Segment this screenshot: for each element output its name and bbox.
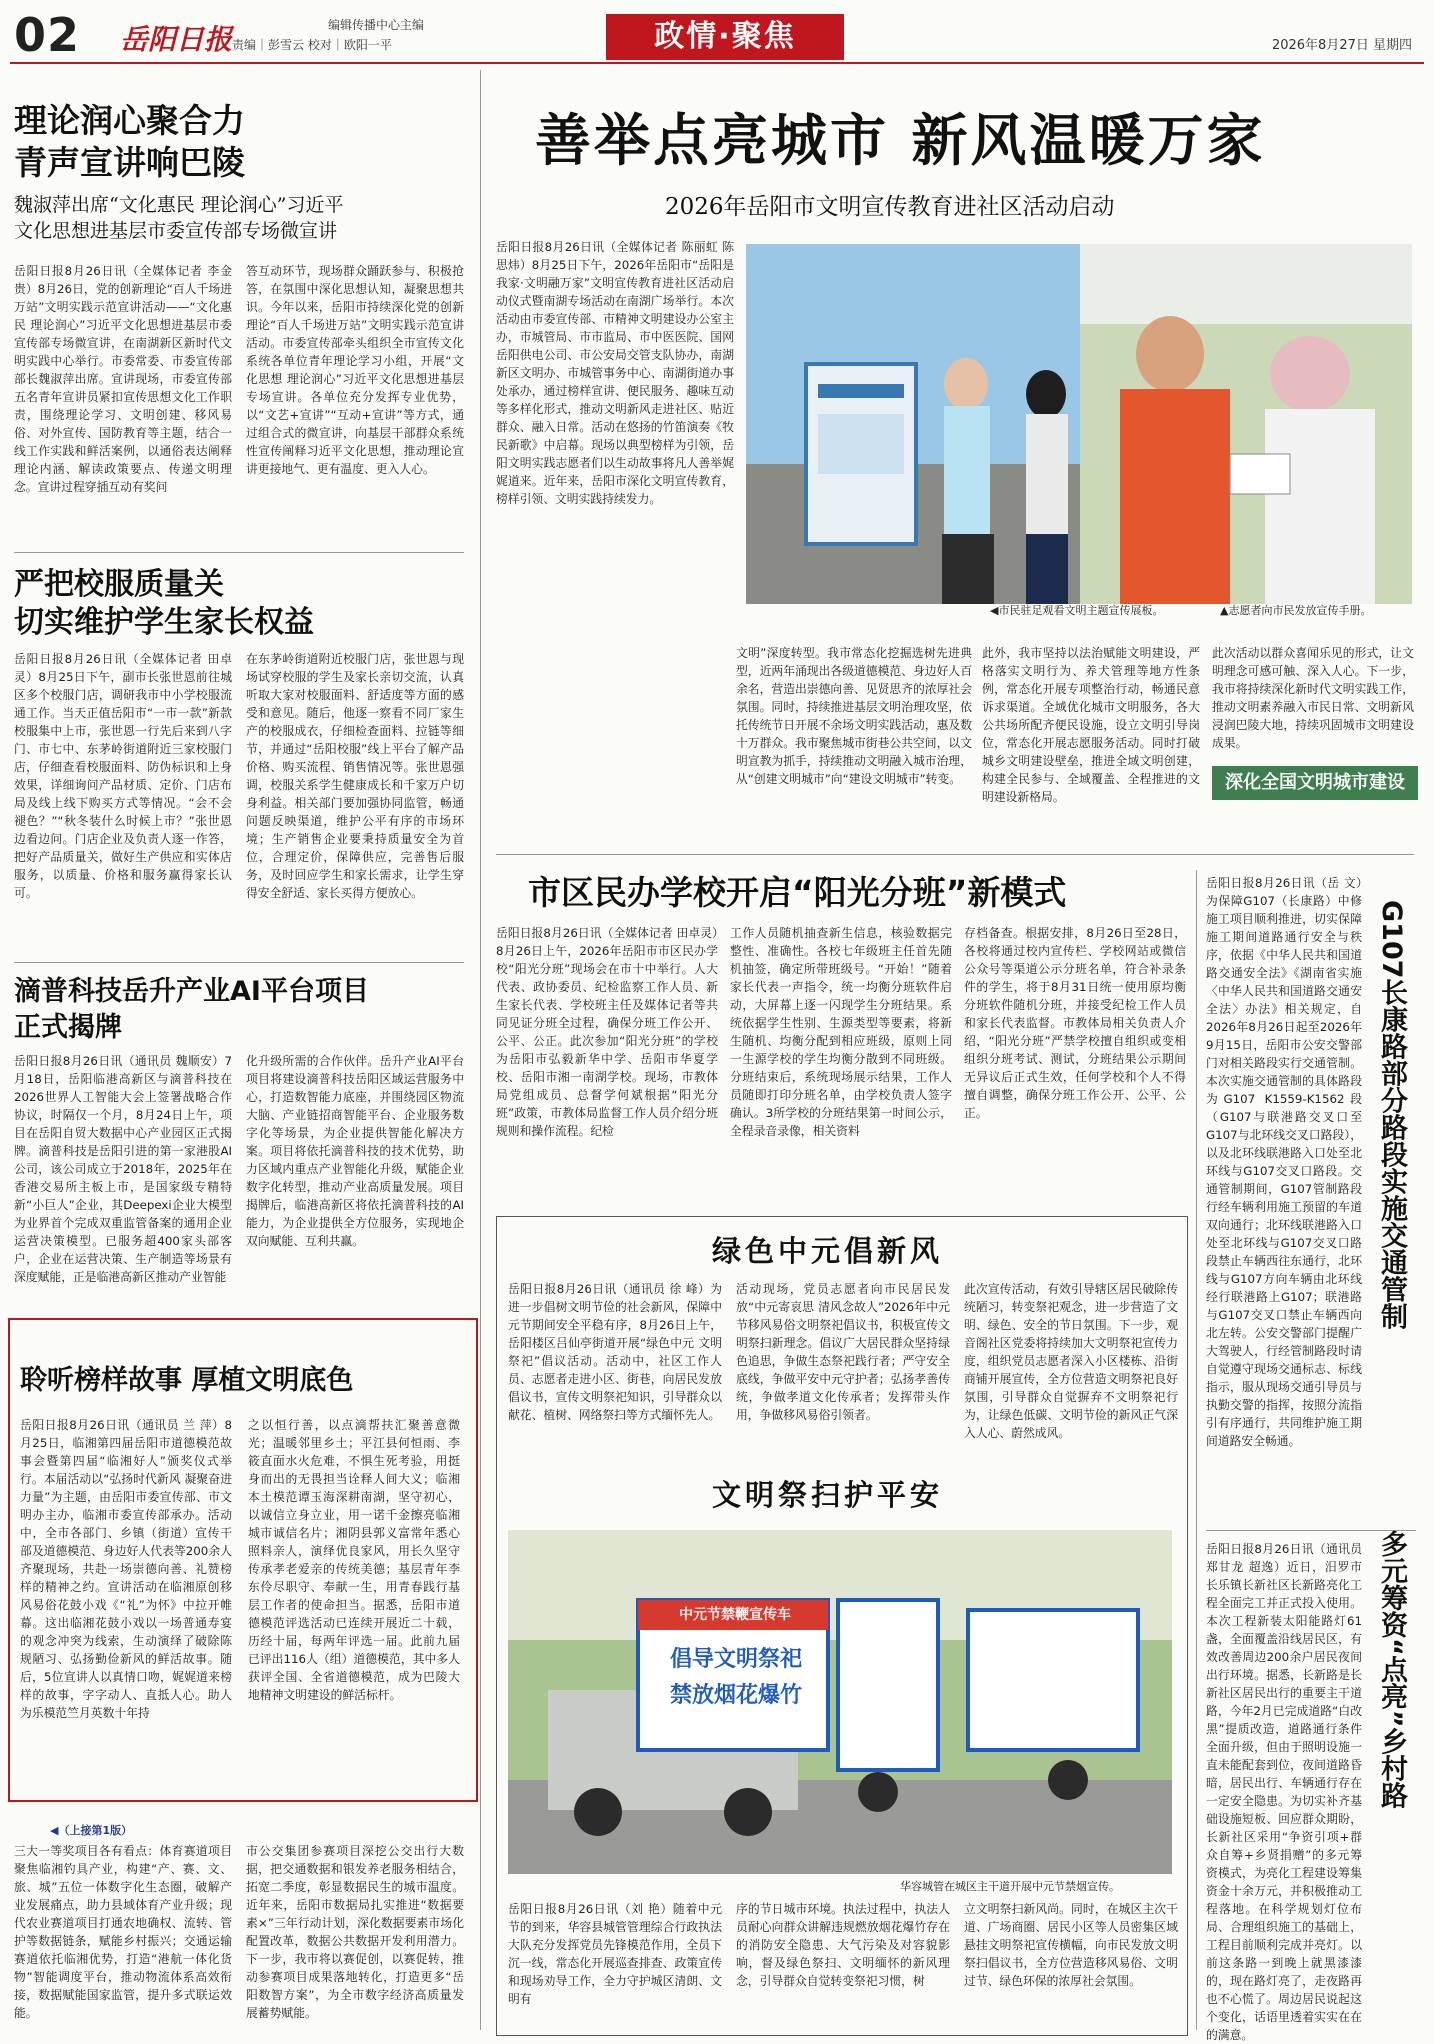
left4-title: 聆听榜样故事 厚植文明底色 <box>20 1365 354 1396</box>
volunteer-handing-brochure-illustration <box>1080 244 1412 604</box>
editor-line: 编辑传播中心主编 <box>328 18 425 32</box>
left4-col1: 岳阳日报8月26日讯（通讯员 兰 萍）8月25日，临湘第四届岳阳市道德模范故事会暨第四届“临湘好人”颁奖仪式举行。本届活动以“弘扬时代新风 凝聚奋进力量”为主题，由岳阳市委宣传部、市文明办主办，临湘市委宣传部承办。活动中，全市各部门、乡镇（街道）宣传干部及道德模范、身边好人代表等200余人齐聚现场，共赴一场崇德向善、礼赞榜样的精神之约。宣讲活动在临湘原创移风易俗花鼓小戏《“礼”为怀》中拉开帷幕。这出临湘花鼓小戏以一场普通寿宴的观念冲突为线索，生动演绎了破除陈规陋习、弘扬勤俭新风的鲜活故事。随后，5位宣讲人以真情口吻，娓娓道来榜样的故事，字字动人、直抵人心。助人为乐模范竺月英数十年持 <box>20 1418 232 1720</box>
truck-slogan-2: 禁放烟花爆竹 <box>669 1683 802 1708</box>
divider <box>496 854 1414 855</box>
left2-col1: 岳阳日报8月26日讯（全媒体记者 田卓灵）8月25日下午，副市长张世恩前往城区多个校服门店，调研我市中小学校服流通工作。当天正值岳阳市“一市一款”新款校服集中上市，张世恩一行先后来到八字门、市七中、东茅岭街道附近三家校服门店，仔细查看校服面料、防伪标识和上身效果，详细询问产品材质、定价、门店布局及线上线下购买方式等情况。“会不会褪色？”“秋冬装什么时候上市？”张世恩边看边问。门店企业及负责人逐一作答，把好产品质量关，做好生产供应和实体店服务，以质量、价格和服务赢得家长认可。 <box>14 652 232 900</box>
left3-col1: 岳阳日报8月26日讯（通讯员 魏顺安）7月18日，岳阳临港高新区与滴普科技在2026世界人工智能大会上签署战略合作协议，时隔仅一个月，8月24日上午，项目在岳阳自贸大数据中心产业园区正式揭牌。滴普科技是岳阳引进的第一家港股AI公司，该公司成立于2018年，2025年在香港交易所主板上市，是国家级专精特新“小巨人”企业，其Deepexi企业大模型为业界首个完成双重监管备案的通用企业运营决策模型。已服务超400家头部客户，企业在运营决策、生产制造等场景有深度赋能，正是临港高新区推动产业智能 <box>14 1054 232 1284</box>
propaganda-trucks-illustration <box>508 1530 1172 1874</box>
mid3-col3: 立文明祭扫新风尚。同时，在城区主次干道、广场商圈、居民小区等人员密集区域悬挂文明祭祀宣传横幅，向市民发放文明祭扫倡议书，全方位营造移风易俗、文明过节、绿色环保的浓厚社会氛围。 <box>964 1902 1178 1988</box>
truck-banner: 中元节禁鞭宣传车 <box>679 1607 791 1623</box>
left1-col1: 岳阳日报8月26日讯（全媒体记者 李金贵）8月26日，党的创新理论“百人千场进万站”文明实践示范宣讲活动——“文化惠民 理论润心”习近平文化思想进基层市委宣传部专场微宣讲，在南湖新区新时代文明实践中心举行。市委常委、市委宣传部部长魏淑萍出席。宣讲现场，市委宣传部五名青年宣讲员紧扣宣传思想文化工作职责，围绕理论学习、文明创建、移风易俗、对外宣传、国防教育等主题，结合一线工作实践和鲜活案例，以通俗表达阐释理论内涵、解读政策要点、传递文明理念。宣讲过程穿插互动有奖问 <box>14 264 232 494</box>
continued-marker: ◀（上接第1版） <box>50 1824 133 1837</box>
lead-photo-right <box>1080 244 1412 604</box>
photo-caption-right: ▲志愿者向市民发放宣传手册。 <box>1220 604 1372 617</box>
newspaper-logo: 岳阳日报 <box>120 23 233 56</box>
header-rule <box>10 62 1424 64</box>
lead-subtitle: 2026年岳阳市文明宣传教育进社区活动启动 <box>665 194 1115 220</box>
mid3-photo-caption: 华容城管在城区主干道开展中元节禁烟宣传。 <box>900 1880 1120 1893</box>
mid2-col2: 活动现场，党员志愿者向市民居民发放“中元寄哀思 清风念故人”2026年中元节移风易俗文明祭祀倡议书，积极宣传文明祭扫新理念。倡议广大居民群众坚持绿色追思，争做生态祭祀践行者；严守安全底线，争做平安中元守护者；弘扬孝善传统，争做孝道文化传承者；发挥带头作用，争做移风易俗引领者。 <box>736 1282 950 1422</box>
mid3-col2: 序的节日城市环境。执法过程中，执法人员耐心向群众讲解违规燃放烟花爆竹存在的消防安全隐患、大气污染及对容貌影响，督及绿色祭扫、文明缅怀的新风理念，引导群众自觉转变祭祀习惯，树 <box>736 1902 950 1988</box>
campaign-badge: 深化全国文明城市建设 <box>1212 766 1418 800</box>
left1-col2: 答互动环节，现场群众踊跃参与、积极抢答，在氛围中深化思想认知，凝聚思想共识。今年以来，岳阳市持续深化党的创新理论“百人千场进万站”文明实践示范宣讲活动。市委宣传部牵头组织全市宣传文化系统各单位青年理论学习小组，开展“文化思想 理论润心”习近平文化思想进基层专场宣讲。各单位充分发挥专业优势，以“文艺+宣讲”“互动+宣讲”等方式，通过组合式的微宣讲，向基层干部群众系统性宣传阐释习近平文化思想，推动理论宣讲更接地气、更有温度、更入人心。 <box>246 264 464 476</box>
divider <box>14 552 464 553</box>
left4-col2: 之以恒行善，以点滴帮扶汇聚善意微光；温暖邻里乡土；平江县何恒雨、李筱直面水火危难，不惧生死考验，用挺身而出的无畏担当诠释人间大义；临湘本土模范谭玉海深耕南湖，坚守初心，以诚信立身立业，用一诺千金擦亮临湘城市诚信名片；湘阴县郭义富常年悉心照料亲人，演绎优良家风，用长久坚守传承孝老爱亲的传统美德；基层青年李东伶尽职守、奉献一生，用青春践行基层工作者的使命担当。据悉，岳阳市道德模范评选活动已连续开展近二十载，历经十届，每两年评选一届。此前九届已评出116人（组）道德模范，其中多人获评全国、全省道德模范，成为巴陵大地精神文明建设的鲜活标杆。 <box>248 1418 460 1702</box>
mid1-col1: 岳阳日报8月26日讯（全媒体记者 田卓灵）8月26日上午，2026年岳阳市市区民办学校“阳光分班”现场会在市十中举行。人大代表、政协委员、纪检监察工作人员、新生家长代表、学校班主任及媒体记者等共同见证分班全过程，确保分班工作公开、公平、公正。此次参加“阳光分班”的学校为岳阳市弘毅新华中学、岳阳市华夏学校、岳阳市湘一南湖学校。现场，市教体局党组成员、总督学何斌根据“阳光分班”政策，市教体局监督工作人员介绍分班规则和操作流程。纪检 <box>496 926 718 1138</box>
lead-title: 善举点亮城市 新风温暖万家 <box>535 108 1266 174</box>
left3-title: 滴普科技岳升产业AI平台项目 正式揭牌 <box>14 976 369 1043</box>
mid2-title: 绿色中元倡新风 <box>712 1234 944 1268</box>
mid3-title: 文明祭扫护平安 <box>712 1478 944 1512</box>
lead-col1: 岳阳日报8月26日讯（全媒体记者 陈丽虹 陈思炜）8月25日下午，2026年岳阳市“岳阳是我家·文明融万家”文明宣传教育进社区活动启动仪式暨南湖专场活动在南湖广场举行。本次活动由市委宣传部、市精神文明建设办公室主办，市城管局、市市监局、市中医医院、国网岳阳供电公司、市公安局交管支队协办，南湖新区文明办、市城管事务中心、南湖街道办事处承办，通过榜样宣讲、便民服务、趣味互动等多样化形式，推动文明新风走进社区、贴近群众、融入日常。活动在悠扬的竹笛演奏《牧民新歌》中启幕。现场以典型榜样为引领，岳阳文明实践志愿者们以生动故事将凡人善举娓娓道来。近年来，岳阳市深化文明宣传教育，榜样引领、文明实践持续发力。 <box>496 240 734 506</box>
section-banner: 政情·聚焦 <box>606 14 844 60</box>
mid3-col1: 岳阳日报8月26日讯（刘 艳）随着中元节的到来，华容县城管管理综合行政执法大队充分发挥党员先锋模范作用，全员下沉一线，常态化开展巡查排查、政策宣传和现场劝导工作，全力守护城区清朗、文明有 <box>508 1902 722 2006</box>
right1-vertical-title: G107长康路部分路段实施交通管制 <box>1376 900 1407 1330</box>
column-divider <box>1196 870 1197 2030</box>
left1-subtitle: 魏淑萍出席“文化惠民 理论润心”习近平 文化思想进基层市委宣传部专场微宣讲 <box>14 194 344 242</box>
mid1-title: 市区民办学校开启“阳光分班”新模式 <box>528 873 1067 912</box>
right1-body: 岳阳日报8月26日讯（岳 文）为保障G107（长康路）中修施工项目顺利推进，切实保障施工期间道路通行安全与秩序，依据《中华人民共和国道路交通安全法》《湖南省实施〈中华人民共和国道路交通安全法〉办法》相关规定，自2026年8月26日起至2026年9月15日，岳阳市公安交警部门对相关路段实行交通管制。本次实施交通管制的具体路段为G107 K1559-K1562段（G107与联港路交叉口至G107与北环线交叉口路段），以及北环线联港路入口处至北环线与G107交叉口路段。交通管制期间，G107管制路段行经车辆利用施工预留的车道双向通行；北环线联港路入口处至北环线与G107交叉口路段禁止车辆西往东通行，北环线与G107方向车辆由北环线经行联港路上G107；联港路与G107交叉口禁止车辆西向北左转。公安交警部门提醒广大驾驶人，行经管制路段时请自觉遵守现场交通标志、标线指示，服从现场交通引导员与执勤交警的指挥，按照分流指引有序通行，共同维护施工期间道路安全畅通。 <box>1206 876 1362 1448</box>
right2-body: 岳阳日报8月26日讯（通讯员 郑甘龙 超逸）近日，汨罗市长乐镇长新社区长新路亮化工程全面完工并正式投入使用。本次工程新装太阳能路灯61盏，全面覆盖沿线居民区，有效改善周边200余户居民夜间出行环境。据悉，长新路是长新社区居民出行的重要主干道路，今年2月已完成道路“白改黑”提质改造，道路通行条件全面升级，但由于照明设施一直未能配套到位，夜间道路昏暗，居民出行、车辆通行存在一定安全隐患。为切实补齐基础设施短板、回应群众期盼，长新社区采用“争资引项+群众自筹+乡贤捐赠”的多元筹资模式，为亮化工程建设筹集资金十余万元，并积极推动工程落地。在科学规划灯位布局、合理组织施工的基础上，工程目前顺利完成并亮灯。以前这条路一到晚上就黑漆漆的，现在路灯亮了，走夜路再也不心慌了。周边居民说起这个变化，话语里透着实实在在的满意。 <box>1206 1542 1362 2042</box>
mid2-col3: 此次宣传活动，有效引导辖区居民破除传统陋习，转变祭祀观念，进一步营造了文明、绿色、安全的节日氛围。下一步，观音阁社区党委将持续加大文明祭祀宣传力度，组织党员志愿者深入小区楼栋、沿街商铺开展宣传，全方位营造文明祭祀良好氛围，引导群众自觉摒弃不文明祭祀行为，让绿色低碳、文明节俭的新风正气深入人心、蔚然成风。 <box>964 1282 1178 1440</box>
divider <box>14 962 464 963</box>
page-number: 02 <box>14 8 81 62</box>
issue-date: 2026年8月27日 星期四 <box>1271 38 1412 53</box>
mid1-col3: 存档备查。根据安排，8月26日至28日，各校将通过校内宣传栏、学校网站或微信公众号等渠道公示分班名单，符合补录条件的学生，将于8月31日统一使用原均衡分班软件随机分班，并接受纪检工作人员和家长代表监督。市教体局相关负责人介绍，“阳光分班”严禁学校擅自组织或变相组织分班考试、测试，分班结果公示期间无异议后正式生效，任何学校和个人不得擅自调整，确保分班工作公开、公平、公正。 <box>964 926 1186 1120</box>
right2-vertical-title: 多元筹资“点亮”乡村路 <box>1376 1530 1407 1809</box>
mid1-col2: 工作人员随机抽查新生信息，核验数据完整性、准确性。各校七年级班主任首先随机抽签，确定所带班级号。“开始！”随着家长代表一声指令，统一均衡分班软件启动，大屏幕上逐一闪现学生分班结果。系统依据学生性别、生源类型等要素，将新生随机、均衡分配到相应班级，原则上同一生源学校的学生均衡分散到不同班级。分班结束后，系统现场展示结果，工作人员随即打印分班名单，由学校负责人签字确认。3所学校的分班结果第一时间公示，全程录音录像，相关资料 <box>730 926 952 1138</box>
left5-col2: 市公交集团参赛项目深挖公交出行大数据，把交通数据和银发养老服务相结合，拓宽二季度，彰显数据民生的城市温度。近年来，岳阳市数据局扎实推进“数据要素×”三年行动计划，深化数据要素市场化配置改革，数据公共数据开发利用潜力。下一步，我市将以赛促创，以赛促转，推动参赛项目成果落地转化，打造更多“岳阳数智方案”，为全市数字经济高质量发展蓄势赋能。 <box>246 1844 464 2020</box>
left1-title: 理论润心聚合力 青声宣讲响巴陵 <box>14 101 245 182</box>
lead-col2: 文明”深度转型。我市常态化挖掘选树先进典型，近两年涌现出各级道德模范、身边好人百余名，营造出崇德向善、见贤思齐的浓厚社会氛围。同时，持续推进基层文明治理攻坚，依托传统节日开展不余场文明实践活动，惠及数十万群众。我市聚焦城市街巷公共空间，以文明宣教为抓手，持续推动文明融入城市治理，从“创建文明城市”向“建设文明城市”转变。 <box>736 646 972 786</box>
column-divider <box>480 70 481 2030</box>
truck-slogan-1: 倡导文明祭祀 <box>669 1647 802 1672</box>
lead-col3: 此外，我市坚持以法治赋能文明建设，严格落实文明行为、养犬管理等地方性条例，常态化开展专项整治行动，畅通民意诉求渠道。全域优化城市文明服务，各大公共场所配齐便民设施，设立文明引导岗位，常态化开展志愿服务活动。同时打破城乡文明建设壁垒，推进全域文明创建，构建全民参与、全域覆盖、全程推进的文明建设新格局。 <box>982 646 1200 804</box>
lead-col4: 此次活动以群众喜闻乐见的形式，让文明理念可感可触、深入人心。下一步，我市将持续深化新时代文明实践工作，推动文明素养融入市民日常、文明新风浸润巴陵大地，持续巩固城市文明建设成果。 <box>1212 646 1414 750</box>
photo-caption-left: ◀市民驻足观看文明主题宣传展板。 <box>990 604 1164 617</box>
left2-title: 严把校服质量关 切实维护学生家长权益 <box>14 567 314 640</box>
left2-col2: 在东茅岭街道附近校服门店，张世恩与现场试穿校服的学生及家长亲切交流，认真听取大家对校服面料、舒适度等方面的感受和意见。随后，他逐一察看不同厂家生产的校服成衣，仔细检查面料、拉链等细节，并通过“岳阳校服”线上平台了解产品价格、购买流程、销售情况等。张世恩强调，校服关系学生健康成长和千家万户切身利益。相关部门要加强协同监管，畅通问题反映渠道，维护公平有序的市场环境；生产销售企业要秉持质量安全为首位，合理定价，保障供应，完善售后服务，及时回应学生和家长需求，让学生穿得安全舒适、家长买得方便放心。 <box>246 652 464 900</box>
left3-col2: 化升级所需的合作伙伴。岳升产业AI平台项目将建设滴普科技岳阳区域运营服务中心，打造数智能力底座，并围绕园区物流大脑、产业链招商智能平台、企业服务数字化等场景，为企业提供智能化解决方案。项目将依托滴普科技的技术优势，助力区域内重点产业智能化升级，赋能企业数字化转型，推动产业高质量发展。项目揭牌后，临港高新区将依托滴普科技的AI能力，为企业提供全方位服务，实现地企双向赋能、互利共赢。 <box>246 1054 464 1248</box>
mid2-col1: 岳阳日报8月26日讯（通讯员 徐 峰）为进一步倡树文明节俭的社会新风，保障中元节期间安全平稳有序，8月26日上午，岳阳楼区吕仙亭街道开展“绿色中元 文明祭祀”倡议活动。活动中，社区工作人员、志愿者走进小区、街巷，向居民发放倡议书，宣传文明祭祀知识，引导群众以献花、植树、网络祭扫等方式缅怀先人。 <box>508 1282 722 1422</box>
staff-line: 责编｜彭雪云 校对｜欧阳一平 <box>232 38 392 52</box>
mid3-photo <box>508 1530 1172 1874</box>
left5-col1: 三大一等奖项目各有看点：体育赛道项目聚焦临湘钓具产业，构建“产、赛、文、旅、城”五位一体数字化生态圈，破解产业发展痛点，助力县域体育产业升级；现代农业赛道项目打通农地确权、流转、管护等数据链条，赋能乡村振兴；交通运输赛道依托临湘优势，打造“港航一体化货物”智能调度平台，推动物流体系高效衔接，数据赋能国家监管，提升多式联运效能。 <box>14 1844 232 2020</box>
